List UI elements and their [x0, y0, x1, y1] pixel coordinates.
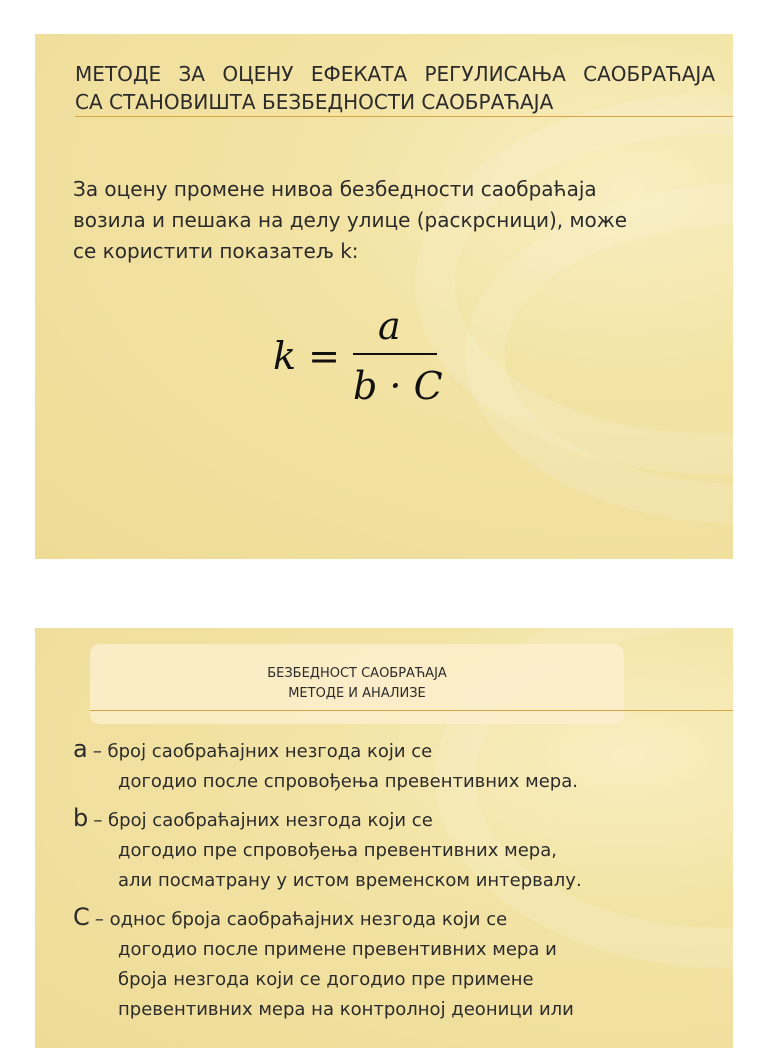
item-first-line: – однос броја саобраћајних незгода који се: [94, 909, 508, 930]
definition-list: [73, 734, 713, 1031]
slide-1: [35, 34, 733, 559]
slide-title-line-2: СА СТАНОВИШТА БЕЗБЕДНОСТИ САОБРАЋАЈА: [75, 90, 554, 114]
slide-title-line-1: МЕТОДЕ ЗА ОЦЕНУ ЕФЕКАТА РЕГУЛИСАЊА САОБРАЋАЈА: [75, 62, 715, 86]
item-letter: C: [73, 903, 90, 931]
item-line: догодио пре спровођења превентивних мера,: [118, 840, 557, 861]
formula-numerator: a: [378, 304, 401, 348]
body-line: возила и пешака на делу улице (раскрсници), може: [73, 208, 628, 232]
background-swoosh: [415, 94, 733, 474]
slide-title: [75, 60, 715, 116]
item-line: превентивних мера на контролној деоници или: [118, 999, 574, 1020]
title-divider: [75, 116, 733, 117]
item-first-line: – број саобраћајних незгода који се: [92, 741, 433, 762]
formula-lhs: k =: [273, 334, 340, 378]
body-line: се користити показатељ k:: [73, 239, 359, 263]
slide-body-text: [73, 174, 673, 267]
item-line: броја незгода који се догодио пре примене: [118, 969, 534, 990]
body-line: За оцену промене нивоа безбедности саобраћаја: [73, 177, 597, 201]
item-first-line: – број саобраћајних незгода који се: [93, 810, 433, 831]
slide-header-box: [90, 644, 624, 724]
item-line: догодио после спровођења превентивних мера.: [118, 771, 578, 792]
slide-2: [35, 628, 733, 1048]
list-item: [73, 902, 713, 1025]
item-letter: b: [73, 804, 89, 832]
item-letter: a: [73, 735, 88, 763]
item-line: али посматрану у истом временском интервалу.: [118, 870, 582, 891]
formula-denominator: b · C: [353, 364, 443, 408]
list-item: [73, 734, 713, 797]
list-item: [73, 803, 713, 896]
item-line: догодио после примене превентивних мера и: [118, 939, 557, 960]
header-line-2: МЕТОДЕ И АНАЛИЗЕ: [288, 686, 426, 701]
formula: [273, 304, 453, 414]
header-line-1: БЕЗБЕДНОСТ САОБРАЋАЈА: [267, 666, 447, 681]
fraction-bar: [353, 353, 437, 355]
header-divider: [90, 710, 733, 711]
